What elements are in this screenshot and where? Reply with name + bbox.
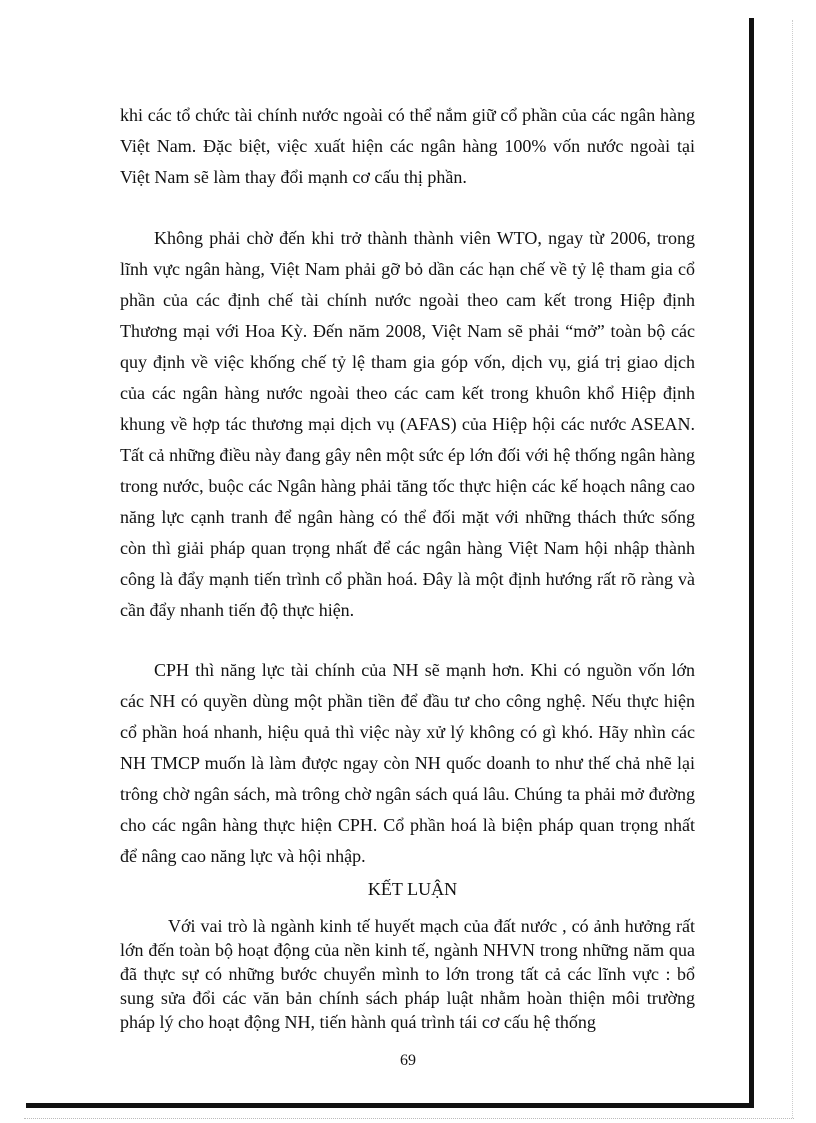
paragraph-wto-commitments: Không phải chờ đến khi trở thành thành viên WTO, ngay từ 2006, trong lĩnh vực ngân hàng, Việt Nam phải gỡ bỏ dần các hạn chế về tỷ lệ tham gia cổ phần của các định chế tài chính nước ngoài theo cam kết trong Hiệp định Thương mại với Hoa Kỳ. Đến năm 2008, Việt Nam sẽ phải “mở” toàn bộ các quy định về việc khống chế tỷ lệ tham gia góp vốn, dịch vụ, giá trị giao dịch của các ngân hàng nước ngoài theo các cam kết trong khuôn khổ Hiệp định khung về hợp tác thương mại dịch vụ (AFAS) của Hiệp hội các nước ASEAN. Tất cả những điều này đang gây nên một sức ép lớn đối với hệ thống ngân hàng trong nước, buộc các Ngân hàng phải tăng tốc thực hiện các kế hoạch nâng cao năng lực cạnh tranh để ngân hàng có thể đối mặt với những thách thức sống còn thì giải pháp quan trọng nhất để các ngân hàng Việt Nam hội nhập thành công là đẩy mạnh tiến trình cổ phần hoá. Đây là một định hướng rất rõ ràng và cần đẩy nhanh tiến độ thực hiện. — [120, 228, 695, 620]
page-border-right — [749, 18, 754, 1108]
page-edge-dotted-right — [792, 20, 793, 1118]
section-heading: KẾT LUẬN — [367, 879, 458, 899]
paragraph-continuation: khi các tổ chức tài chính nước ngoài có thể nắm giữ cổ phần của các ngân hàng Việt Nam. Đặc biệt, việc xuất hiện các ngân hàng 100% vốn nước ngoài tại Việt Nam sẽ làm thay đổi mạnh cơ cấu thị phần. — [120, 105, 695, 187]
document-body — [120, 100, 695, 1034]
page-number: 69 — [400, 1052, 416, 1069]
paragraph-cph-finance: CPH thì năng lực tài chính của NH sẽ mạnh hơn. Khi có nguồn vốn lớn các NH có quyền dùng một phần tiền để đầu tư cho công nghệ. Nếu thực hiện cổ phần hoá nhanh, hiệu quả thì việc này xử lý không có gì khó. Hãy nhìn các NH TMCP muốn là làm được ngay còn NH quốc doanh to như thế chả nhẽ lại trông chờ ngân sách, mà trông chờ ngân sách quá lâu. Chúng ta phải mở đường cho các ngân hàng thực hiện CPH. Cổ phần hoá là biện pháp quan trọng nhất để nâng cao năng lực và hội nhập. — [120, 660, 695, 866]
page-border-bottom — [26, 1103, 750, 1108]
paragraph-conclusion: Với vai trò là ngành kinh tế huyết mạch của đất nước , có ảnh hưởng rất lớn đến toàn bộ hoạt động của nền kinh tế, ngành NHVN trong những năm qua đã thực sự có những bước chuyển mình to lớn trong tất cả các lĩnh vực : bổ sung sửa đổi các văn bản chính sách pháp luật nhằm hoàn thiện môi trường pháp lý cho hoạt động NH, tiến hành quá trình tái cơ cấu hệ thống — [120, 916, 695, 1032]
page-edge-dotted-bottom — [24, 1118, 794, 1119]
